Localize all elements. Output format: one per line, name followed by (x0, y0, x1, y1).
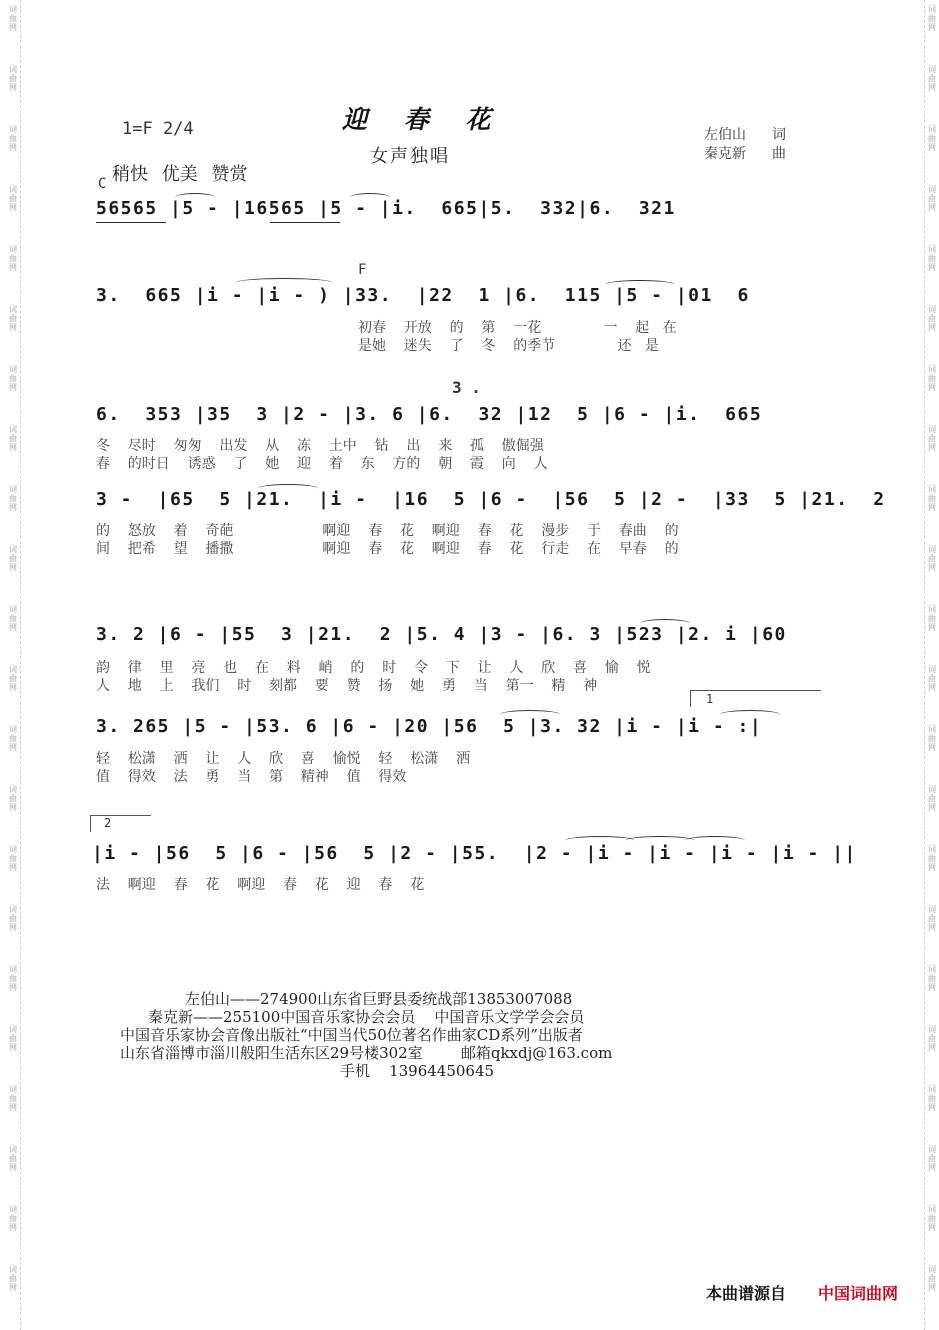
mark-c: C (98, 176, 107, 192)
composer-name: 秦克新 (704, 146, 746, 162)
lyrics-verse-1: 法 啊迎 春 花 啊迎 春 花 迎 春 花 (96, 877, 425, 893)
watermark-mark: 词 曲 网 (9, 365, 17, 392)
watermark-mark: 词 曲 网 (928, 1025, 936, 1052)
slur (175, 193, 215, 202)
watermark-mark: 词 曲 网 (928, 905, 936, 932)
watermark-mark: 词 曲 网 (9, 1145, 17, 1172)
watermark-mark: 词 曲 网 (9, 65, 17, 92)
slur (720, 710, 780, 719)
source-site-link[interactable]: 中国词曲网 (818, 1284, 899, 1303)
watermark-mark: 词 曲 网 (9, 905, 17, 932)
mark-three: 3 . (452, 378, 481, 397)
watermark-mark: 词 曲 网 (928, 5, 936, 32)
key-signature: 1=F 2/4 (122, 119, 194, 139)
watermark-mark: 词 曲 网 (928, 785, 936, 812)
slur (258, 484, 318, 493)
composer-credit (704, 143, 786, 163)
watermark-mark: 词 曲 网 (9, 845, 17, 872)
watermark-mark: 词 曲 网 (928, 1145, 936, 1172)
watermark-mark: 词 曲 网 (9, 185, 17, 212)
lyrics-verse-1: 轻 松潇 洒 让 人 欣 喜 愉悦 轻 松潇 洒 (96, 751, 471, 767)
volta-number: 1 (706, 692, 714, 706)
slur (236, 278, 332, 287)
tempo-marking: 稍快 优美 赞赏 (112, 164, 248, 185)
watermark-mark: 词 曲 网 (928, 125, 936, 152)
composer-role: 曲 (772, 146, 786, 162)
slur (685, 836, 745, 845)
underline-beam (270, 222, 340, 223)
lyrics-verse-1: 冬 尽时 匆匆 出发 从 冻 土中 钻 出 来 孤 傲倔强 (96, 438, 544, 454)
watermark-mark: 词 曲 网 (9, 5, 17, 32)
watermark-mark: 词 曲 网 (9, 1205, 17, 1232)
lyricist-name: 左伯山 (704, 127, 746, 143)
watermark-mark: 词 曲 网 (9, 485, 17, 512)
lyrics-verse-1: 的 怒放 着 奇葩 啊迎 春 花 啊迎 春 花 漫步 于 春曲 的 (96, 523, 679, 539)
watermark-mark: 词 曲 网 (9, 785, 17, 812)
slur (605, 280, 675, 289)
footer-line-5: 手机 13964450645 (340, 1062, 495, 1080)
watermark-mark: 词 曲 网 (9, 125, 17, 152)
watermark-mark: 词 曲 网 (9, 1265, 17, 1292)
mark-f: F (358, 262, 367, 278)
watermark-mark: 词 曲 网 (928, 1085, 936, 1112)
score-row-3: 6. 353 |35 3 |2 - |3. 6 |6. 32 |12 5 |6 - |i. 665 (96, 404, 763, 425)
watermark-mark: 词 曲 网 (9, 245, 17, 272)
slur (350, 193, 390, 202)
watermark-mark: 词 曲 网 (9, 425, 17, 452)
lyrics-verse-2: 春 的时日 诱惑 了 她 迎 着 东 方的 朝 霞 向 人 (96, 456, 548, 472)
right-margin-watermark (924, 0, 939, 1330)
lyrics-verse-2: 人 地 上 我们 时 刻都 要 赞 扬 她 勇 当 第一 精 神 (96, 678, 598, 694)
song-title: 迎 春 花 (342, 105, 505, 134)
slur (640, 619, 690, 628)
watermark-mark: 词 曲 网 (9, 605, 17, 632)
watermark-mark: 词 曲 网 (928, 965, 936, 992)
footer-line-3: 中国音乐家协会音像出版社“中国当代50位著名作曲家CD系列”出版者 (120, 1026, 583, 1044)
lyricist-role: 词 (772, 127, 786, 143)
score-row-6: 3. 265 |5 - |53. 6 |6 - |20 |56 5 |3. 32 |i - |i - :| (96, 716, 763, 737)
watermark-mark: 词 曲 网 (928, 425, 936, 452)
source-label: 本曲谱源自 (706, 1284, 787, 1303)
lyrics-verse-2: 是她 迷失 了 冬 的季节 还 是 (358, 338, 659, 354)
watermark-mark: 词 曲 网 (928, 65, 936, 92)
watermark-mark: 词 曲 网 (9, 545, 17, 572)
watermark-mark: 词 曲 网 (9, 965, 17, 992)
watermark-mark: 词 曲 网 (928, 725, 936, 752)
watermark-mark: 词 曲 网 (928, 245, 936, 272)
watermark-mark: 词 曲 网 (9, 725, 17, 752)
score-row-7: |i - |56 5 |6 - |56 5 |2 - |55. |2 - |i - |i - |i - |i - || (92, 843, 857, 864)
song-subtitle: 女声独唱 (370, 146, 450, 167)
lyrics-verse-2: 值 得效 法 勇 当 第 精神 值 得效 (96, 769, 407, 785)
lyrics-verse-1: 韵 律 里 亮 也 在 料 峭 的 时 令 下 让 人 欣 喜 愉 悦 (96, 660, 651, 676)
lyrics-verse-1: 初春 开放 的 第 一花 一 起 在 (358, 320, 677, 336)
slur (500, 710, 560, 719)
underline-beam (96, 222, 166, 223)
lyricist-credit (704, 124, 786, 144)
watermark-mark: 词 曲 网 (928, 185, 936, 212)
score-row-2: 3. 665 |i - |i - ) |33. |22 1 |6. 115 |5 - |01 6 (96, 285, 750, 306)
watermark-mark: 词 曲 网 (928, 365, 936, 392)
watermark-mark: 词 曲 网 (928, 845, 936, 872)
watermark-mark: 词 曲 网 (928, 605, 936, 632)
score-row-5: 3. 2 |6 - |55 3 |21. 2 |5. 4 |3 - |6. 3 |523 |2. i |60 (96, 624, 787, 645)
watermark-mark: 词 曲 网 (928, 305, 936, 332)
lyrics-verse-2: 间 把希 望 播撒 啊迎 春 花 啊迎 春 花 行走 在 早春 的 (96, 541, 679, 557)
footer-line-4: 山东省淄博市淄川般阳生活东区29号楼302室 邮箱qkxdj@163.com (120, 1044, 613, 1062)
watermark-mark: 词 曲 网 (9, 1085, 17, 1112)
footer-line-1: 左伯山——274900山东省巨野县委统战部13853007088 (185, 990, 573, 1008)
score-row-1: 56565 |5 - |16565 |5 - |i. 665|5. 332|6. 321 (96, 198, 676, 219)
watermark-mark: 词 曲 网 (9, 305, 17, 332)
watermark-mark: 词 曲 网 (9, 665, 17, 692)
score-row-4: 3 - |65 5 |21. |i - |16 5 |6 - |56 5 |2 - |33 5 |21. 2 (96, 489, 886, 510)
left-margin-watermark (6, 0, 21, 1330)
watermark-mark: 词 曲 网 (928, 1205, 936, 1232)
volta-bracket-2 (90, 815, 151, 832)
footer-line-2: 秦克新——255100中国音乐家协会会员 中国音乐文学学会会员 (148, 1008, 585, 1026)
watermark-mark: 词 曲 网 (928, 485, 936, 512)
watermark-mark: 词 曲 网 (9, 1025, 17, 1052)
watermark-mark: 词 曲 网 (928, 1265, 936, 1292)
volta-number: 2 (104, 816, 112, 830)
watermark-mark: 词 曲 网 (928, 665, 936, 692)
watermark-mark: 词 曲 网 (928, 545, 936, 572)
